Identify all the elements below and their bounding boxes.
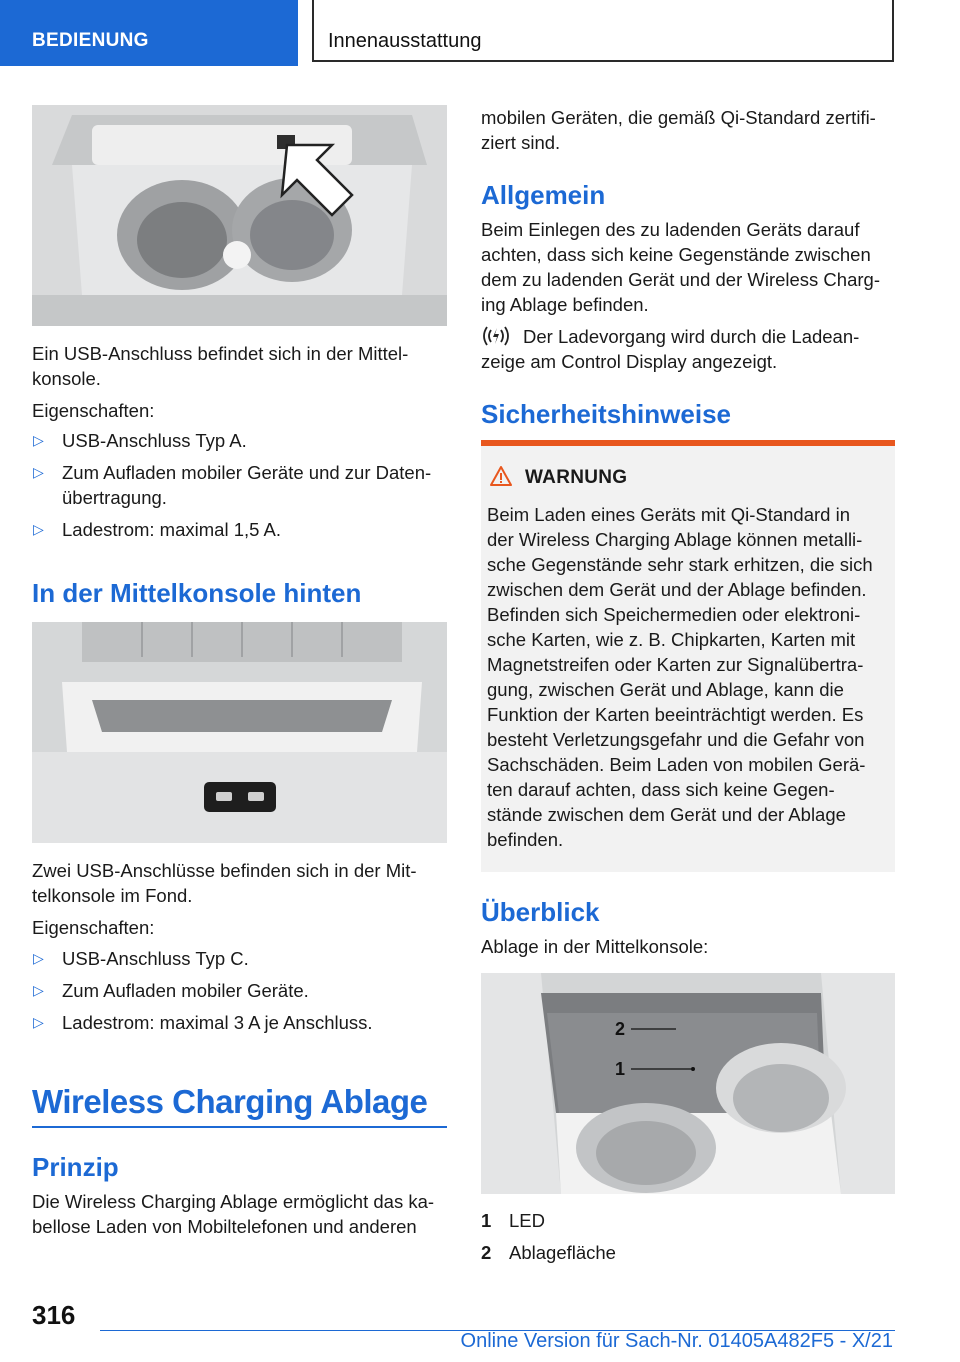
warning-text: stände zwischen dem Gerät und der Ablage (487, 804, 846, 825)
warning-text: zwischen dem Gerät und der Ablage befinden. (487, 579, 867, 600)
chapter-tab (312, 0, 894, 62)
warning-triangle-icon (489, 465, 513, 487)
heading-prinzip: Prinzip (32, 1152, 119, 1182)
continued-text-1: mobilen Geräten, die gemäß Qi-Standard zertifi- (481, 107, 876, 128)
indicator-text-2: zeige am Control Display angezeigt. (481, 351, 778, 372)
main-heading: Wireless Charging Ablage (32, 1083, 428, 1120)
heading-allgemein: Allgemein (481, 180, 606, 210)
warning-text: Befinden sich Speichermedien oder elektroni- (487, 604, 861, 625)
figure-label-1: 1 (615, 1059, 626, 1079)
allgemein-text: dem zu ladenden Gerät und der Wireless Charg- (481, 269, 880, 290)
properties-label: Eigenschaften: (32, 917, 155, 938)
chapter-label: Innenausstattung (328, 30, 482, 52)
section-label: BEDIENUNG (32, 30, 149, 51)
continued-text-2: ziert sind. (481, 132, 561, 153)
warning-text: Sachschäden. Beim Laden von mobilen Gerä- (487, 754, 866, 775)
caption-usb-rear-1: Zwei USB-Anschlüsse befinden sich in der Mit- (32, 860, 417, 881)
section-tab (0, 0, 298, 66)
triangle-bullet-icon: ▷ (33, 1014, 44, 1030)
warning-text: der Wireless Charging Ablage können metalli- (487, 529, 863, 550)
prinzip-text-2: bellose Laden von Mobiltelefonen und anderen (32, 1216, 417, 1237)
figure-charging-tray (481, 973, 895, 1194)
figure-usb-rear (32, 622, 447, 843)
warning-text: Funktion der Karten beeinträchtigt werden. Es (487, 704, 864, 725)
triangle-bullet-icon: ▷ (33, 982, 44, 998)
caption-usb-front-2: konsole. (32, 368, 101, 389)
heading-safety: Sicherheitshinweise (481, 399, 731, 429)
caption-usb-front-1: Ein USB-Anschluss befindet sich in der Mittel- (32, 343, 409, 364)
triangle-bullet-icon: ▷ (33, 950, 44, 966)
allgemein-text: Beim Einlegen des zu ladenden Geräts darauf (481, 219, 860, 240)
footer-online-version: Online Version für Sach-Nr. 01405A482F5 - X/21 (460, 1330, 893, 1352)
indicator-text-1: Der Ladevorgang wird durch die Ladean- (523, 326, 860, 347)
wireless-charging-icon (481, 324, 511, 348)
warning-text: sche Karten, wie z. B. Chipkarten, Karten mit (487, 629, 856, 650)
allgemein-text: ing Ablage befinden. (481, 294, 649, 315)
overview-intro: Ablage in der Mittelkonsole: (481, 936, 709, 957)
warning-text: gung, zwischen Gerät und Ablage, kann die (487, 679, 844, 700)
warning-text: Beim Laden eines Geräts mit Qi-Standard in (487, 504, 850, 525)
triangle-bullet-icon: ▷ (33, 521, 44, 537)
page-number: 316 (32, 1300, 76, 1330)
warning-text: Magnetstreifen oder Karten zur Signalübertra- (487, 654, 864, 675)
properties-label: Eigenschaften: (32, 400, 155, 421)
heading-rule (32, 1126, 447, 1128)
warning-text: sche Gegenstände sehr stark erhitzen, die sich (487, 554, 873, 575)
figure-label-2: 2 (615, 1019, 626, 1039)
heading-hinten: In der Mittelkonsole hinten (32, 578, 362, 608)
warning-text: ten darauf achten, dass sich keine Gegen- (487, 779, 835, 800)
warning-title: WARNUNG (525, 467, 628, 488)
caption-usb-rear-2: telkonsole im Fond. (32, 885, 193, 906)
warning-text: besteht Verletzungsgefahr und die Gefahr von (487, 729, 865, 750)
heading-overview: Überblick (481, 897, 600, 927)
figure-usb-front (32, 105, 447, 326)
triangle-bullet-icon: ▷ (33, 432, 44, 448)
prinzip-text-1: Die Wireless Charging Ablage ermöglicht das ka- (32, 1191, 435, 1212)
allgemein-text: achten, dass sich keine Gegenstände zwischen (481, 244, 871, 265)
warning-text: befinden. (487, 829, 564, 850)
triangle-bullet-icon: ▷ (33, 464, 44, 480)
